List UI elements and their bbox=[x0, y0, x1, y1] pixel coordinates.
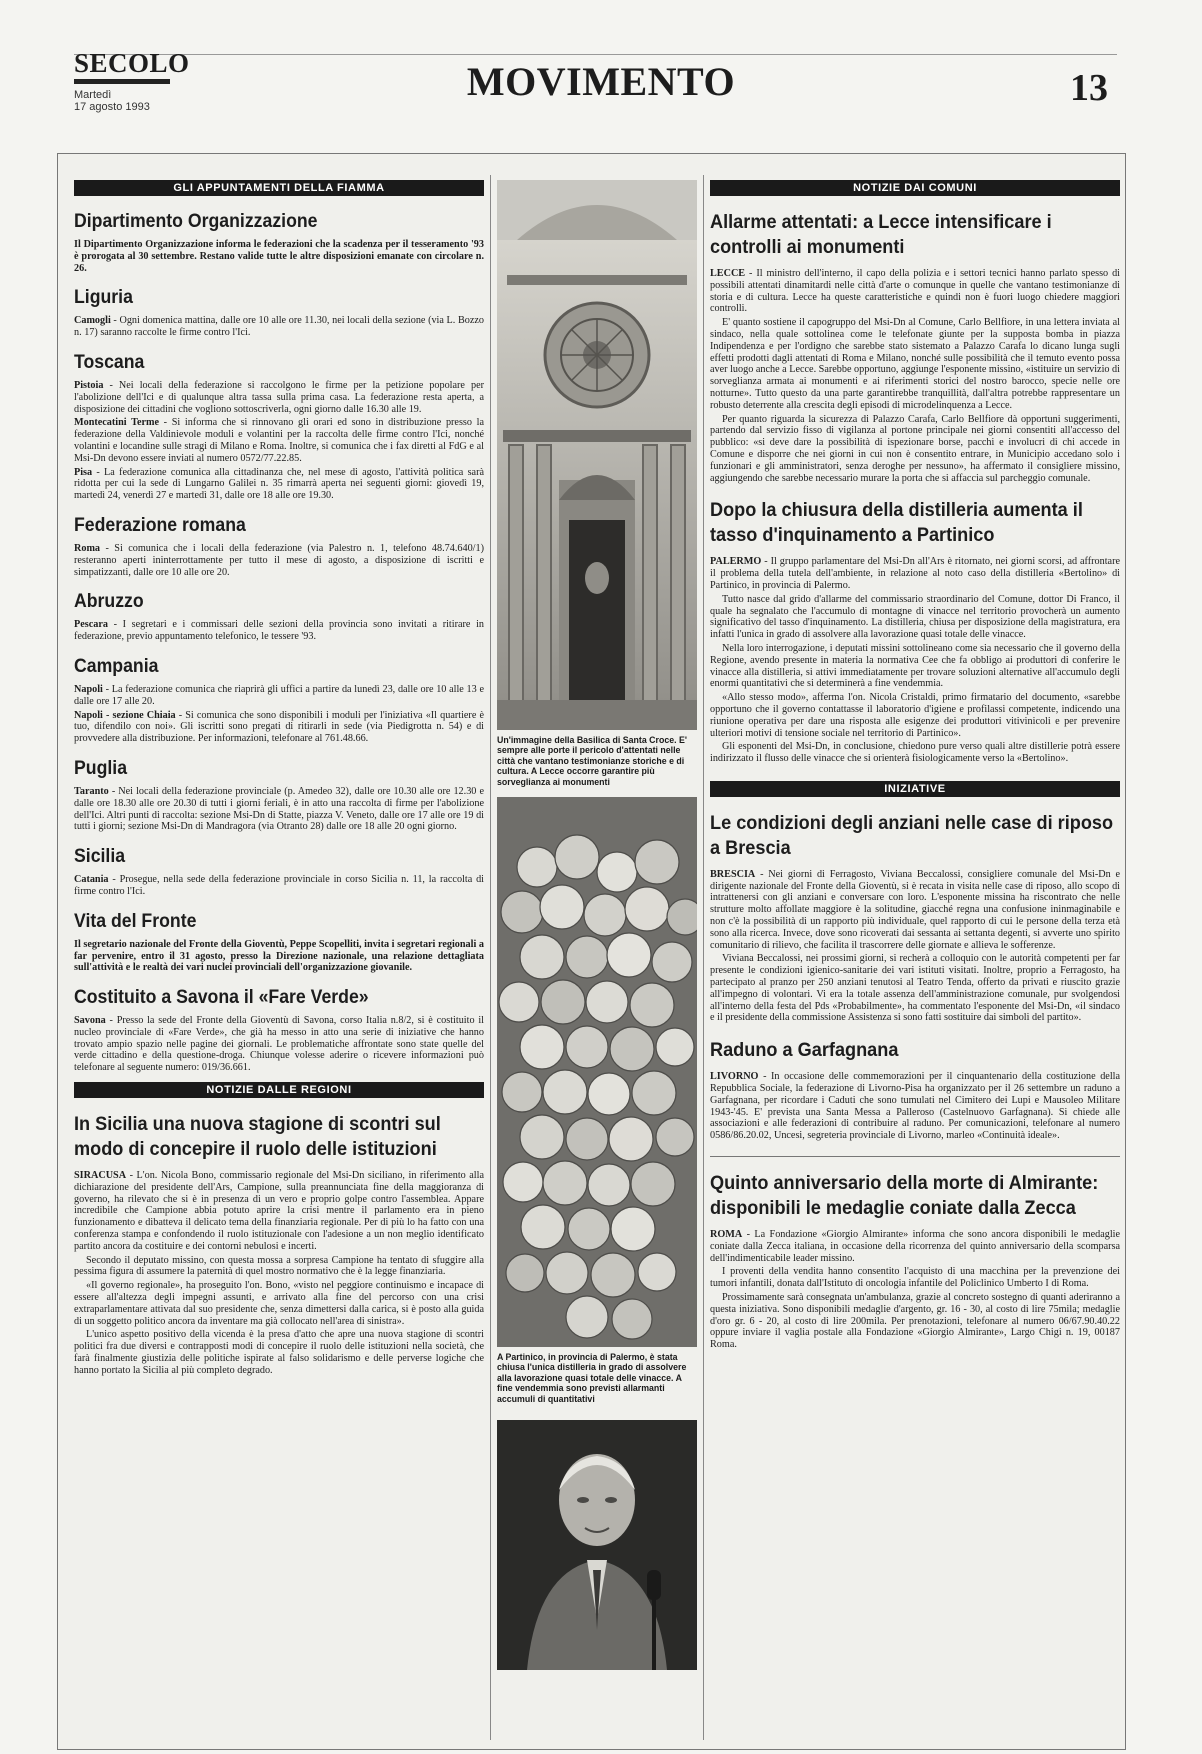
heading-campania: Campania bbox=[74, 655, 159, 677]
page-number: 13 bbox=[1070, 67, 1108, 109]
section-band-appuntamenti: GLI APPUNTAMENTI DELLA FIAMMA bbox=[74, 180, 484, 196]
article-siracusa-p2: Secondo il deputato missino, con questa mossa a sorpresa Campione ha tentato di sfuggire alla pessima figura di assumere la paternità di quel mostro normativo che è la legge finanziaria. bbox=[74, 1254, 484, 1278]
article-brescia-p1: BRESCIA - Nei giorni di Ferragosto, Viviana Beccalossi, consigliere comunale del Msi-Dn e dirigente nazionale del Fronte della Gioventù, si è recata in visita nelle case di riposo, allo scopo di intrattenersi con gli anziani e conversare con loro. L'esponente missina ha riscontrato che nelle strutture molto affollate maggiore è la solitudine, giacché regna una confusione ininmaginabile e non c'è la possibilità di un rapporto più individuale, quel rapporto di cui le persone della terza età sono alla ricerca. Invece, dove sono ricoverati dai sessanta ai settanta degenti, si avverte uno spirito comunitario di rilievo, che facilita il trascorrere delle giornate e allieva le sofferenze. bbox=[710, 868, 1120, 951]
headline-sicilia-scontri: In Sicilia una nuova stagione di scontri sul modo di concepire il ruolo delle istituzioni bbox=[74, 1113, 441, 1161]
article-partinico-p4: «Allo stesso modo», afferma l'on. Nicola Cristaldi, primo firmatario del documento, «sarebbe opportuno che il governo contattasse il laboratorio d'igiene e profilassi competente, indicendo una riunione operativa per dare una risposta alle esigenze dei produttori vitivinicoli e per prevenire ulteriori motivi di tensione sociale nel territorio di Partinico». bbox=[710, 692, 1120, 739]
section-band-regioni: NOTIZIE DALLE REGIONI bbox=[74, 1082, 484, 1098]
article-partinico-p3: Nella loro interrogazione, i deputati missini sottolineano come sia necessario che il governo della Regione, avendo presente in materia la normativa Cee che fa obbligo ai produttori di conferire le vinacce alla distilleria, si attivi immediatamente per trovare soluzioni alternative all'accumulo degli enormi quantitativi che si determinerà a fine vendemmia. bbox=[710, 642, 1120, 690]
right-column bbox=[710, 180, 1120, 1740]
section-band-comuni: NOTIZIE DAI COMUNI bbox=[710, 180, 1120, 196]
heading-sicilia: Sicilia bbox=[74, 846, 126, 868]
article-brescia-p2: Viviana Beccalossi, nei prossimi giorni, si recherà a colloquio con le autorità competenti per far presente le condizioni igienico-sanitarie dei vari istituti visitati. Inoltre, proprio a Ferragosto, ha partecipato al pranzo per 250 anziani tenutosi al Teatro Tenda, offerto da privati e riuscito grazie all'impegno di volontari. Vi era la totale assenza dell'amministrazione comunale, pur svolgendosi all'interno della festa del Pds «Probabilmente», ha commentato l'esponente del Msi-Dn, «il sindaco e il presidente della commissione Assistenza si sono fatti sostituire dai simboli del partito». bbox=[710, 953, 1120, 1024]
headline-brescia: Le condizioni degli anziani nelle case di riposo a Brescia bbox=[710, 811, 1114, 859]
article-lecce-p3: Per quanto riguarda la sicurezza di Palazzo Carafa, Carlo Bellfiore dà opportuni suggerimenti, partendo dal servizio fisso di vigilanza al portone principale nei giorni consentiti all'accesso del pubblico: «si deve dare la possibilità di ispezionare borse, pacchi e involucri di chi accede in Comune e disporre che nei giorni in cui non è consentito entrare, in Municipio accedano solo i funzionari e gli amministratori, senza deroghe per nessuno», ha affermato il consigliere missino, aggiungendo che sarebbe necessario murare la porta che si affaccia sul parcheggio comunale. bbox=[710, 413, 1120, 484]
portrait-illustration bbox=[497, 1420, 697, 1670]
top-rule bbox=[74, 54, 1117, 55]
middle-column bbox=[497, 180, 697, 1740]
issue-date: 17 agosto 1993 bbox=[74, 101, 150, 113]
item-savona: Savona - Presso la sede del Fronte della Gioventù di Savona, corso Italia n.8/2, si è costituito il nucleo provinciale di «Fare Verde», che già ha messo in atto una serie di iniziative che hanno trovato ampio spazio nelle pagine dei giornali. Le problematiche affrontate sono state quelle del verde cittadino e della questione-droga. Chiunque volesse aderire o ricevere informazioni può telefonare al seguente numero: 019/36.661. bbox=[74, 1015, 484, 1074]
heading-abruzzo: Abruzzo bbox=[74, 591, 144, 613]
item-catania: Catania - Prosegue, nella sede della federazione provinciale in corso Sicilia n. 11, la raccolta di firme contro l'Ici. bbox=[74, 874, 484, 897]
headline-almirante: Quinto anniversario della morte di Almirante: disponibili le medaglie coniate dalla Zecca bbox=[710, 1172, 1099, 1220]
headline-garfagnana: Raduno a Garfagnana bbox=[710, 1039, 899, 1062]
left-column bbox=[74, 180, 484, 1740]
heading-federazione-romana: Federazione romana bbox=[74, 514, 246, 536]
article-partinico-p5: Gli esponenti del Msi-Dn, in conclusione, chiedono pure verso quali altre distillerie potrà essere indirizzato il flusso delle vinacce che si orienterà fisiologicamente verso la «Bertolino». bbox=[710, 741, 1120, 765]
item-napoli-chiaia: Napoli - sezione Chiaia - Si comunica che sono disponibili i moduli per l'iniziativa «Il quartiere è tuo, difendilo con noi». Gli iscritti sono pregati di ritirarli in sede (via Piedigrotta n. 54) e di provvedere alla distribuzione. Per informazioni, telefonare al 761.48.66. bbox=[74, 709, 484, 745]
caption-partinico: A Partinico, in provincia di Palermo, è stata chiusa l'unica distilleria in grado di assolvere alla lavorazione quasi totale delle vinacce. A fine vendemmia sono previsti allarmanti accumuli di quantitativi bbox=[497, 1352, 687, 1404]
basilica-illustration bbox=[497, 180, 697, 730]
item-liguria: Camogli - Ogni domenica mattina, dalle ore 10 alle ore 11.30, nei locali della sezione (via L. Bozzo n. 17) saranno raccolte le firme contro l'Ici. bbox=[74, 315, 484, 339]
heading-vita-del-fronte: Vita del Fronte bbox=[74, 910, 197, 932]
article-lecce-p1: LECCE - Il ministro dell'interno, il capo della polizia e i settori tecnici hanno parlato spesso di possibili attentati dinamitardi nelle città d'arte o comunque in quelle che vantano testimonianze di storia e di cultura. Lecce ha queste caratteristiche e quindi non è fuori luogo chiedere maggiori controlli. bbox=[710, 268, 1120, 315]
article-almirante-p1: ROMA - La Fondazione «Giorgio Almirante» informa che sono ancora disponibili le medaglie coniate dalla Zecca italiana, in occasione della ricorrenza del quinto anniversario della scomparsa dell'indimenticabile leader missino. bbox=[710, 1229, 1120, 1264]
article-partinico-p2: Tutto nasce dal grido d'allarme del commissario straordinario del Comune, dottor Di Franco, il quale ha segnalato che l'accumulo di montagne di vinacce nel territorio provocherà un aumento significativo del tasso d'inquinamento. La distilleria, chiusa per disposizione della magistratura, era infatti l'unica in grado di assolvere alla lavorazione quasi totale delle vinacce. bbox=[710, 593, 1120, 641]
article-almirante-p3: Prossimamente sarà consegnata un'ambulanza, grazie al concreto sostegno di quanti aderiranno a questa iniziativa. Sono disponibili medaglie d'argento, gr. 16 - 30, al costo di lire 75mila; medaglie d'oro gr. 6 - 20, al costo di lire 200mila. Per prenotazioni, telefonare al numero 06/67.90.40.22 oppure inviare il vaglia postale alla Fondazione «Giorgio Almirante», Largo Chigi n. 19, 00187 Roma. bbox=[710, 1292, 1120, 1351]
photo-almirante-portrait bbox=[497, 1420, 697, 1670]
article-lecce-p2: E' quanto sostiene il capogruppo del Msi-Dn al Comune, Carlo Bellfiore, in una lettera inviata al sindaco, nella quale sottolinea come le telefonate giunte per la supposta bomba in piazza Indipendenza e per l'ordigno che sarebbe stato sistemato a Palazzo Carafa lo dicano lunga sugli effetti prodotti dagli attentati di Roma e Milano, nonché sulle possibilità che il temuto evento possa aver luogo anche a Lecce. Sarebbe opportuno, aggiunge l'esponente missino, «istituire un servizio di sorveglianza armata ai monumenti e ai riferimenti storici del nostro barocco, specie nelle ore notturne». Tutto questo da una parte garantirebbe tranquillità, dall'altra potrebbe rappresentare un robusto deterrente alla crescita degli episodi di microdelinquenza a Lecce. bbox=[710, 317, 1120, 411]
item-taranto: Taranto - Nei locali della federazione provinciale (p. Amedeo 32), dalle ore 10.30 alle ore 12.30 e dalle ore 18.30 alle ore 20.30 di tutti i giorni feriali, è in atto una raccolta di firme per l'abolizione dell'Ici. Altri punti di raccolta: sezione Msi-Dn di Statte, piazza V. Veneto, dalle ore 17 alle ore 19 di tutti i giorni; sezione Msi-Dn di Mandragora (via Otranto 28) dalle ore 18 alle 20 ogni giorno. bbox=[74, 785, 484, 833]
item-roma: Roma - Si comunica che i locali della federazione (via Palestro n. 1, telefono 48.74.640/1) resteranno aperti ininterrottamente per tutto il mese di agosto, a disposizione di iscritti e simpatizzanti, dalle ore 10 alle ore 20. bbox=[74, 542, 484, 578]
headline-partinico: Dopo la chiusura della distilleria aumenta il tasso d'inquinamento a Partinico bbox=[710, 499, 1083, 547]
item-pisa: Pisa - La federazione comunica alla cittadinanza che, nel mese di agosto, l'attività politica sarà ridotta per cui la sede di Lungarno Galilei n. 35 rimarrà aperta nei seguenti giorni: giovedì 19, martedì 24, venerdì 27 e martedì 31, dalle ore 18 alle ore 19.30. bbox=[74, 466, 484, 502]
heading-liguria: Liguria bbox=[74, 287, 133, 309]
caption-basilica: Un'immagine della Basilica di Santa Croce. E' sempre alle porte il pericolo d'attentati nelle città che vantano testimonianze storiche e di cultura. A Lecce occorre garantire più sorveglianza ai monumenti bbox=[497, 735, 687, 787]
item-pescara: Pescara - I segretari e i commissari delle sezioni della provincia sono invitati a ritirare in federazione, previo appuntamento telefonico, le tessere '93. bbox=[74, 619, 484, 643]
heading-puglia: Puglia bbox=[74, 757, 128, 779]
item-montecatini: Montecatini Terme - Si informa che si rinnovano gli orari ed sono in distribuzione presso la federazione della Valdinievole moduli e volantini per la raccolta delle firme contro l'Ici, nonché volantini e locandine sulle stragi di Milano e Roma. Inoltre, si comunica che i fax diretti al FdG e al Msi-Dn devono essere inviati al numero 0572/77.22.85. bbox=[74, 417, 484, 464]
photo-basilica-santa-croce bbox=[497, 180, 697, 730]
issue-day: Martedì bbox=[74, 89, 112, 101]
column-rule-right bbox=[703, 175, 704, 1740]
article-partinico-p1: PALERMO - Il gruppo parlamentare del Msi-Dn all'Ars è ritornato, nei giorni scorsi, ad affrontare il problema della tutela dell'ambiente, in relazione al noto caso della distilleria «Bertolino» di Partinico, in provincia di Palermo. bbox=[710, 556, 1120, 591]
article-siracusa-p1: SIRACUSA - L'on. Nicola Bono, commissario regionale del Msi-Dn siciliano, in riferimento alla dichiarazione del presidente dell'Ars, Campione, sulla preannunciata fine della maggioranza di governo, ha rilevato che si è in presenza di un vero e proprio golpe contro l'assemblea. Appare incredibile che Campione abbia potuto aprire la crisi mentre il parlamento era in pieno funzionamento e dibatteva il delicato tema della finanziaria regionale. Per di più lo ha fatto con una conferenza stampa e confondendo il ruolo istituzionale con l'adesione a un non meglio identificato partito ancora da costituire e dei contorni nebulosi e incerti. bbox=[74, 1170, 484, 1252]
heading-dipartimento: Dipartimento Organizzazione bbox=[74, 211, 318, 232]
grapes-illustration bbox=[497, 797, 697, 1347]
article-siracusa-p4: L'unico aspetto positivo della vicenda è la presa d'atto che apre una nuova stagione di scontri politici fra due diversi e contrapposti modi di concepire il ruolo delle istituzioni nella società, che farà finalmente giustizia delle politiche ispirate al falso solidarismo e delle perverse logiche che hanno portato la Sicilia al più completo degrado. bbox=[74, 1329, 484, 1376]
text-vita-del-fronte: Il segretario nazionale del Fronte della Gioventù, Peppe Scopelliti, invita i segretari regionali a far pervenire, entro il 31 agosto, presso la Direzione nazionale, una relazione dettagliata sull'attività e le realtà dei vari nuclei provinciali dell'organizzazione giovanile. bbox=[74, 938, 484, 974]
item-pistoia: Pistoia - Nei locali della federazione si raccolgono le firme per la petizione popolare per l'abolizione dell'Ici e di qualunque altra tassa sulla prima casa. La federazione resta aperta, a disposizione dei cittadini che vogliono sottoscriverla, ogni giorno dalle 16.30 alle 19. bbox=[74, 379, 484, 415]
section-title: MOVIMENTO bbox=[466, 59, 736, 104]
column-rule-left bbox=[490, 175, 491, 1740]
newspaper-logo: SECOLO bbox=[74, 48, 190, 78]
article-garfagnana: LIVORNO - In occasione delle commemorazioni per il cinquantenario della costituzione della Repubblica Sociale, la federazione di Livorno-Pisa ha organizzato per il 26 settembre un raduno a Garfagnana, per ricordare i Caduti che sono tumulati nel Cimitero dei Lupi e Mausoleo Militare 1943-'45. E' prevista una Santa Messa a Palleroso (Castelnuovo Garfagnana). Si chiede alle associazioni e alle federazioni di contribuire al raduno. Per comunicazioni, telefonare al numero 0586/86.20.02, Uncesi, segreteria provinciale di Livorno, marleo «Continuità ideale». bbox=[710, 1071, 1120, 1142]
divider-almirante bbox=[710, 1156, 1120, 1157]
photo-grapes bbox=[497, 797, 697, 1347]
article-almirante-p2: I proventi della vendita hanno consentito l'acquisto di una macchina per la prevenzione dei tumori infantili, donata dall'Istituto di oncologia infantile del Policlinico Umberto I di Roma. bbox=[710, 1266, 1120, 1290]
text-dipartimento: Il Dipartimento Organizzazione informa le federazioni che la scadenza per il tesseramento '93 è prorogata al 30 settembre. Restano valide tutte le altre disposizioni emanate con circolare n. 26. bbox=[74, 239, 484, 274]
section-band-iniziative: INIZIATIVE bbox=[710, 781, 1120, 797]
heading-savona: Costituito a Savona il «Fare Verde» bbox=[74, 987, 369, 1009]
headline-lecce: Allarme attentati: a Lecce intensificare i controlli ai monumenti bbox=[710, 211, 1052, 258]
heading-toscana: Toscana bbox=[74, 351, 145, 373]
item-napoli: Napoli - La federazione comunica che riaprirà gli uffici a partire da lunedì 23, dalle ore 10 alle 13 e dalle ore 17 alle 20. bbox=[74, 683, 484, 707]
article-siracusa-p3: «Il governo regionale», ha proseguito l'on. Bono, «visto nel peggiore continuismo e incapace di essere all'altezza degli impegni assunti, e arrivato alla fine del percorso con una crisi extraparlamentare attivata dal suo presidente che, senza dimettersi dalla carica, si è posto alla guida di un soggetto politico ancora da inventare ma già collocato nell'area di sinistra». bbox=[74, 1280, 484, 1327]
